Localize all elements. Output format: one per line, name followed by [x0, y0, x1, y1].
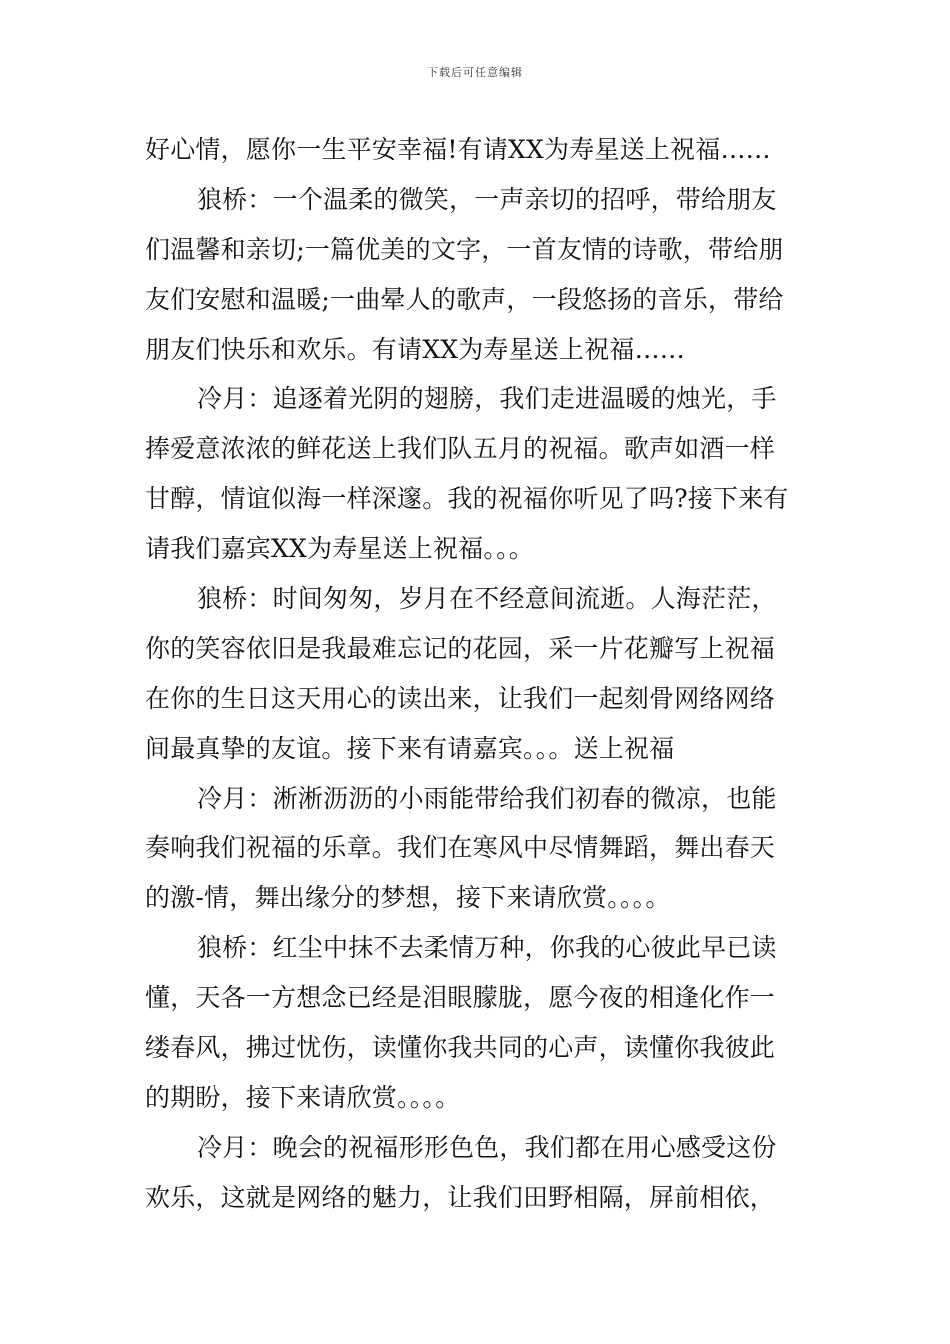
text-line: 友们安慰和温暖;一曲晕人的歌声，一段悠扬的音乐，带给	[145, 284, 784, 314]
text-line: 的期盼，接下来请欣赏。。。。	[145, 1082, 461, 1112]
text-line: 捧爱意浓浓的鲜花送上我们队五月的祝福。歌声如酒一样	[145, 434, 776, 464]
text-line: 在你的生日这天用心的读出来，让我们一起刻骨网络网络	[145, 683, 776, 713]
text-line: 甘醇，情谊似海一样深邃。我的祝福你听见了吗?接下来有	[145, 484, 789, 514]
text-line: 的激-情，舞出缘分的梦想，接下来请欣赏。。。。	[145, 883, 671, 913]
text-line: 懂，天各一方想念已经是泪眼朦胧，愿今夜的相逢化作一	[145, 983, 776, 1013]
text-line: 奏响我们祝福的乐章。我们在寒风中尽情舞蹈，舞出春天	[145, 833, 776, 863]
text-line: 缕春风，拂过忧伤，读懂你我共同的心声，读懂你我彼此	[145, 1033, 776, 1063]
paragraph-start-line: 狼桥：一个温柔的微笑，一声亲切的招呼，带给朋友	[197, 184, 777, 214]
text-line: 朋友们快乐和欢乐。有请XX为寿星送上祝福……	[145, 334, 685, 364]
page-header-note: 下载后可任意编辑	[427, 66, 523, 79]
text-line: 好心情，愿你一生平安幸福!有请XX为寿星送上祝福……	[145, 135, 771, 164]
paragraph-start-line: 狼桥：红尘中抹不去柔情万种，你我的心彼此早已读	[197, 933, 777, 963]
document-body	[145, 125, 810, 1223]
text-line: 们温馨和亲切;一篇优美的文字，一首友情的诗歌，带给朋	[145, 234, 784, 264]
text-line: 请我们嘉宾XX为寿星送上祝福。。。	[145, 534, 534, 564]
paragraph-start-line: 冷月：淅淅沥沥的小雨能带给我们初春的微凉，也能	[197, 783, 777, 813]
paragraph-start-line: 狼桥：时间匆匆，岁月在不经意间流逝。人海茫茫，	[197, 584, 777, 614]
text-line: 间最真挚的友谊。接下来有请嘉宾。。。送上祝福	[145, 733, 675, 763]
text-line: 你的笑容依旧是我最难忘记的花园，采一片花瓣写上祝福	[145, 633, 776, 663]
text-line: 欢乐，这就是网络的魅力，让我们田野相隔，屏前相依，	[145, 1182, 776, 1212]
paragraph-start-line: 冷月：追逐着光阴的翅膀，我们走进温暖的烛光，手	[197, 384, 777, 414]
paragraph-start-line: 冷月：晚会的祝福形形色色，我们都在用心感受这份	[197, 1132, 777, 1162]
